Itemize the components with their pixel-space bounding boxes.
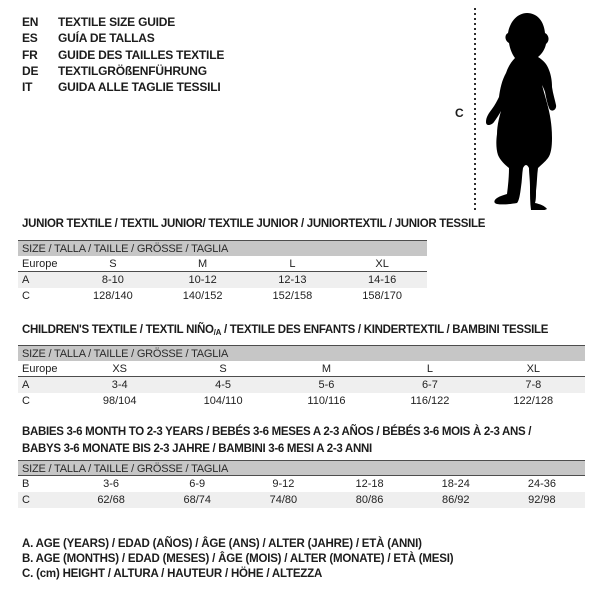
title-subscript: /A [213, 328, 222, 337]
table-cell: XL [375, 258, 389, 270]
table-size-header: SIZE / TALLA / TAILLE / GRÖSSE / TAGLIA [18, 460, 585, 476]
title-text: CHILDREN'S TEXTILE / TEXTIL NIÑO [22, 324, 214, 336]
title-text: JUNIOR TEXTILE / TEXTIL JUNIOR/ TEXTILE JUNIOR / JUNIORTEXTIL / JUNIOR TESSILE [22, 218, 486, 230]
row-label: B [22, 478, 30, 490]
language-label: GUÍA DE TALLAS [58, 31, 155, 46]
table-cell: 14-16 [368, 274, 397, 286]
language-row-de [22, 63, 224, 79]
table-cell: 18-24 [441, 478, 470, 490]
table-cell: 110/116 [307, 395, 346, 407]
height-measure-dotted-line [474, 8, 476, 212]
table-cell: 74/80 [269, 494, 298, 506]
table-cell: 7-8 [525, 379, 542, 391]
table-cell: 12-18 [355, 478, 384, 490]
table-cell: 122/128 [513, 395, 554, 407]
footnote-c: C. (cm) HEIGHT / ALTURA / HAUTEUR / HÖHE / ALTEZZA [22, 568, 323, 581]
table-cell: 92/98 [528, 494, 556, 506]
table-cell: 10-12 [188, 274, 217, 286]
babies-table-title [22, 425, 582, 457]
table-row [18, 361, 585, 377]
table-cell: XS [112, 363, 128, 375]
language-code: EN [22, 15, 39, 29]
table-row [18, 492, 585, 508]
language-label: TEXTILGRÖßENFÜHRUNG [58, 63, 207, 78]
footnotes [22, 537, 453, 583]
children-size-table [18, 345, 585, 409]
table-row [18, 393, 585, 409]
table-row [18, 272, 427, 288]
table-cell: 3-6 [103, 478, 120, 490]
row-label: A [22, 274, 30, 286]
junior-size-table [18, 240, 427, 304]
table-cell: 152/158 [272, 290, 313, 302]
table-cell: 86/92 [441, 494, 470, 506]
table-cell: 5-6 [318, 379, 335, 391]
table-cell: 128/140 [92, 290, 133, 302]
table-cell: L [289, 258, 296, 270]
row-label: C [22, 290, 30, 302]
table-cell: 104/110 [203, 395, 243, 407]
table-cell: 98/104 [102, 395, 137, 407]
table-size-header: SIZE / TALLA / TAILLE / GRÖSSE / TAGLIA [18, 345, 585, 361]
table-cell: 6-9 [189, 478, 206, 490]
language-label: TEXTILE SIZE GUIDE [58, 15, 176, 29]
table-cell: 12-13 [278, 274, 307, 286]
row-label: A [22, 379, 30, 391]
title-text: / TEXTILE DES ENFANTS / KINDERTEXTIL / BAMBINI TESSILE [221, 324, 549, 336]
baby-silhouette-icon [482, 10, 572, 210]
table-cell: 116/122 [410, 395, 450, 407]
table-cell: S [219, 363, 227, 375]
language-code: FR [22, 47, 38, 62]
title-line2: BABYS 3-6 MONATE BIS 2-3 JAHRE / BAMBINI 3-6 MESI A 2-3 ANNI [22, 443, 372, 455]
children-table-title [22, 323, 548, 340]
footnote-b: B. AGE (MONTHS) / EDAD (MESES) / ÂGE (MOIS) / ALTER (MONATE) / ETÀ (MESI) [22, 553, 454, 566]
table-cell: 140/152 [182, 290, 223, 302]
row-label: C [22, 395, 30, 407]
language-code: DE [22, 63, 39, 78]
footnote-a: A. AGE (YEARS) / EDAD (AÑOS) / ÂGE (ANS) / ALTER (JAHRE) / ETÀ (ANNI) [22, 538, 422, 550]
row-label: Europe [22, 258, 58, 270]
language-row-it [22, 79, 224, 95]
table-cell: 68/74 [183, 494, 211, 506]
table-row [18, 476, 585, 492]
table-row [18, 288, 427, 304]
table-size-header: SIZE / TALLA / TAILLE / GRÖSSE / TAGLIA [18, 240, 427, 256]
table-cell: XL [526, 363, 541, 375]
junior-table-title [22, 217, 485, 234]
language-list [22, 14, 224, 95]
table-row [18, 256, 427, 272]
table-cell: 6-7 [421, 379, 438, 391]
title-text: BABIES 3-6 MONTH TO 2-3 YEARS / BEBÉS 3-6 MESES A 2-3 AÑOS / BÉBÉS 3-6 MOIS À 2-3 ANS / [22, 426, 532, 438]
table-cell: 80/86 [355, 494, 384, 506]
table-cell: 62/68 [97, 494, 125, 506]
table-cell: S [109, 258, 117, 270]
table-cell: 4-5 [215, 379, 232, 391]
language-code: ES [22, 31, 38, 46]
table-cell: L [426, 363, 433, 375]
babies-size-table [18, 460, 585, 508]
row-label: C [22, 494, 30, 506]
language-row-fr [22, 47, 224, 63]
height-measure-label: C [455, 106, 464, 120]
table-cell: M [321, 363, 332, 375]
table-cell: 158/170 [362, 290, 402, 302]
row-label: Europe [22, 363, 58, 375]
table-cell: 9-12 [272, 478, 295, 490]
table-row [18, 377, 585, 393]
language-row-en [22, 14, 224, 30]
language-row-es [22, 30, 224, 46]
language-code: IT [22, 80, 33, 95]
table-cell: 24-36 [527, 478, 556, 490]
table-cell: 3-4 [111, 379, 128, 391]
table-cell: 8-10 [101, 274, 124, 286]
table-cell: M [198, 258, 208, 270]
language-label: GUIDE DES TAILLES TEXTILE [58, 47, 225, 62]
language-label: GUIDA ALLE TAGLIE TESSILI [58, 80, 221, 95]
